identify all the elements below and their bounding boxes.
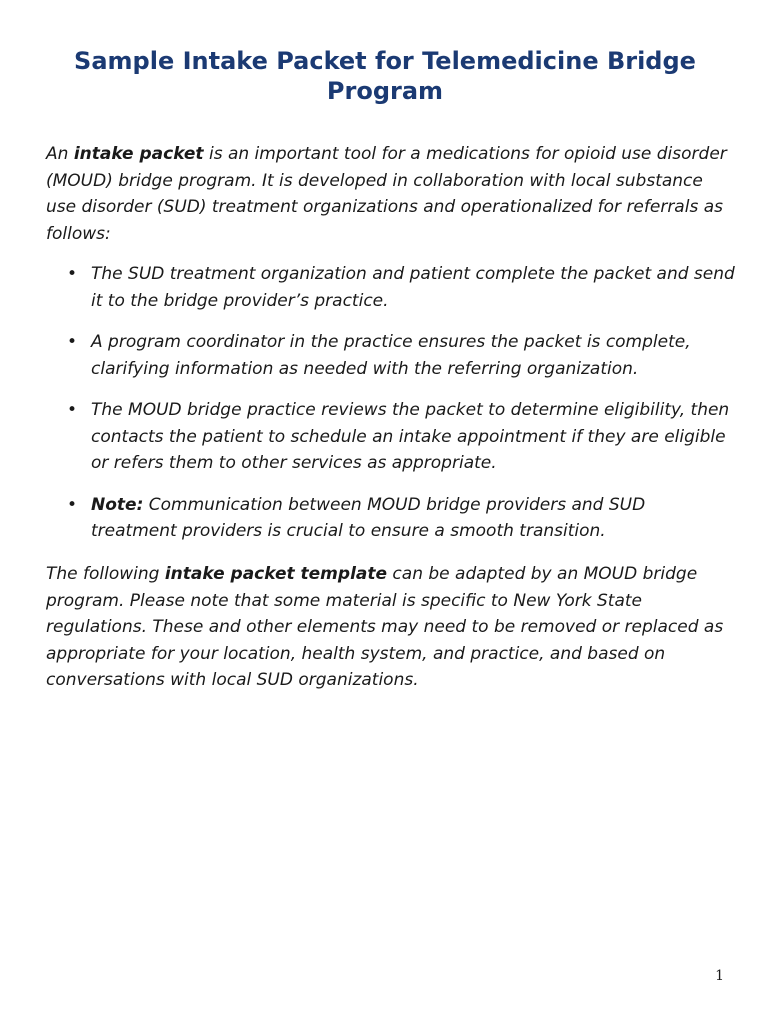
closing-suffix: can be adapted by an MOUD bridge program. Please note that some material is specific to New York State regulations. These and other elements may need to be removed or replaced as appropriate for your location, health system, and practice, and based on conversations with local SUD organizations. [46,564,724,690]
page-title: Sample Intake Packet for Telemedicine Bridge Program [74,47,696,105]
list-item [46,397,736,477]
referral-steps-list [46,261,736,560]
closing-paragraph [46,561,736,694]
list-item-text: The MOUD bridge practice reviews the packet to determine eligibility, then contacts the patient to schedule an intake appointment if they are eligible or refers them to other services as appropriate. [91,400,730,473]
intro-prefix: An [46,144,74,164]
list-item-text: Communication between MOUD bridge providers and SUD treatment providers is crucial to ensure a smooth transition. [91,494,646,541]
list-item [46,492,736,545]
bullet-icon: • [67,400,78,420]
bullet-icon: • [67,494,78,515]
note-label: Note: [91,494,144,515]
closing-prefix: The following [46,564,165,584]
closing-bold-term: intake packet template [164,564,388,584]
intro-paragraph [46,141,736,247]
page-number: 1 [715,968,724,984]
bullet-icon: • [67,332,78,352]
list-item-text: The SUD treatment organization and patient complete the packet and send it to the bridge provider’s practice. [91,264,735,311]
intro-suffix: is an important tool for a medications for opioid use disorder (MOUD) bridge program. It is developed in collaboration with local substance use disorder (SUD) treatment organizations and operationalized for referrals as follows: [46,144,727,244]
list-item [46,329,736,382]
bullet-icon: • [67,264,78,284]
list-item-text: A program coordinator in the practice ensures the packet is complete, clarifying information as needed with the referring organization. [91,332,691,379]
intro-bold-term: intake packet [73,144,204,164]
list-item [46,261,736,314]
